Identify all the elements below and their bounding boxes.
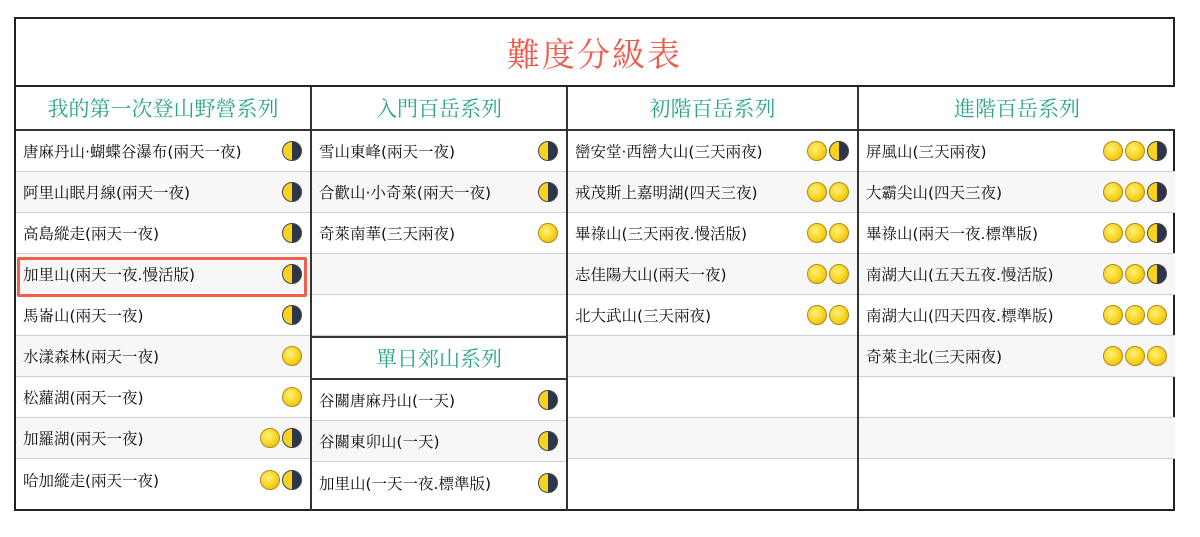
difficulty-icons <box>807 182 849 202</box>
full-moon-icon <box>829 223 849 243</box>
half-moon-icon <box>538 390 558 410</box>
difficulty-icons <box>282 141 302 161</box>
half-moon-icon <box>282 223 302 243</box>
full-moon-icon <box>829 182 849 202</box>
half-moon-icon <box>538 182 558 202</box>
half-moon-icon <box>282 470 302 490</box>
half-moon-icon <box>538 141 558 161</box>
table-row <box>568 131 857 172</box>
row-label: 北大武山(三天兩夜) <box>575 307 712 325</box>
full-moon-icon <box>260 428 280 448</box>
row-label: 加里山(一天一夜.標準版) <box>319 474 492 493</box>
title-row <box>16 19 1173 87</box>
difficulty-icons <box>1103 346 1167 366</box>
row-label: 馬崙山(兩天一夜) <box>23 307 144 325</box>
row-label: 南湖大山(五天五夜.慢活版) <box>866 266 1054 284</box>
column-header: 初階百岳系列 <box>568 87 857 131</box>
difficulty-icons <box>1103 305 1167 325</box>
full-moon-icon <box>1103 223 1123 243</box>
column-beginner-baiyue <box>566 87 857 511</box>
half-moon-icon <box>282 182 302 202</box>
table-row <box>859 418 1175 459</box>
row-label: 戒茂斯上嘉明湖(四天三夜) <box>575 184 758 202</box>
full-moon-icon <box>1125 305 1145 325</box>
full-moon-icon <box>1147 305 1167 325</box>
full-moon-icon <box>1103 264 1123 284</box>
table-row <box>859 377 1175 418</box>
row-label: 唐麻丹山·蝴蝶谷瀑布(兩天一夜) <box>23 143 242 161</box>
full-moon-icon <box>1125 223 1145 243</box>
difficulty-icons <box>807 305 849 325</box>
full-moon-icon <box>1103 141 1123 161</box>
row-label: 谷關唐麻丹山(一天) <box>319 392 456 410</box>
row-label: 阿里山眠月線(兩天一夜) <box>23 184 191 202</box>
table-row <box>568 295 857 336</box>
row-label: 奇萊主北(三天兩夜) <box>866 348 1003 366</box>
difficulty-icons <box>1103 182 1167 202</box>
table-row <box>568 377 857 418</box>
full-moon-icon <box>538 223 558 243</box>
difficulty-icons <box>282 387 302 407</box>
table-row <box>859 254 1175 295</box>
row-label: 高島縱走(兩天一夜) <box>23 225 160 243</box>
column-first-camping <box>16 87 310 511</box>
table-row <box>16 418 310 459</box>
table-row <box>568 336 857 377</box>
difficulty-icons <box>538 182 558 202</box>
table-row <box>568 418 857 459</box>
half-moon-icon <box>538 431 558 451</box>
row-label: 南湖大山(四天四夜.標準版) <box>866 307 1054 325</box>
half-moon-icon <box>829 141 849 161</box>
row-label: 加羅湖(兩天一夜) <box>23 430 144 448</box>
table-row <box>568 172 857 213</box>
full-moon-icon <box>1125 346 1145 366</box>
row-label: 畢祿山(三天兩夜.慢活版) <box>575 225 748 243</box>
difficulty-icons <box>1103 264 1167 284</box>
table-row <box>312 131 566 172</box>
difficulty-icons <box>538 431 558 451</box>
table-row <box>312 254 566 295</box>
full-moon-icon <box>807 141 827 161</box>
column-header: 進階百岳系列 <box>859 87 1175 131</box>
table-row <box>16 377 310 418</box>
row-label: 屏風山(三天兩夜) <box>866 143 987 161</box>
full-moon-icon <box>260 470 280 490</box>
table-row <box>312 172 566 213</box>
table-row <box>859 131 1175 172</box>
row-label: 大霸尖山(四天三夜) <box>866 184 1003 202</box>
difficulty-icons <box>807 223 849 243</box>
column-advanced-baiyue <box>857 87 1175 511</box>
half-moon-icon <box>282 428 302 448</box>
row-label: 水漾森林(兩天一夜) <box>23 348 160 366</box>
table-row <box>859 295 1175 336</box>
row-label: 畢祿山(兩天一夜.標準版) <box>866 225 1039 243</box>
half-moon-icon <box>1147 223 1167 243</box>
row-label: 志佳陽大山(兩天一夜) <box>575 266 727 284</box>
full-moon-icon <box>807 305 827 325</box>
row-label: 合歡山·小奇萊(兩天一夜) <box>319 184 492 202</box>
full-moon-icon <box>807 182 827 202</box>
row-label: 奇萊南華(三天兩夜) <box>319 225 456 243</box>
difficulty-icons <box>538 390 558 410</box>
half-moon-icon <box>1147 141 1167 161</box>
table-row <box>859 336 1175 377</box>
difficulty-icons <box>282 346 302 366</box>
full-moon-icon <box>1125 264 1145 284</box>
half-moon-icon <box>1147 182 1167 202</box>
table-row <box>568 459 857 500</box>
row-label: 加里山(兩天一夜.慢活版) <box>23 266 196 284</box>
full-moon-icon <box>1103 346 1123 366</box>
row-label: 雪山東峰(兩天一夜) <box>319 143 456 161</box>
column-intro-baiyue <box>310 87 566 511</box>
table-row <box>312 295 566 336</box>
table-row <box>859 213 1175 254</box>
difficulty-icons <box>807 264 849 284</box>
row-label: 谷關東卯山(一天) <box>319 433 440 451</box>
full-moon-icon <box>829 264 849 284</box>
column-header: 我的第一次登山野營系列 <box>16 87 310 131</box>
column-header: 入門百岳系列 <box>312 87 566 131</box>
difficulty-icons <box>282 223 302 243</box>
section-header-day-hike: 單日郊山系列 <box>312 336 566 380</box>
difficulty-table <box>14 17 1175 511</box>
half-moon-icon <box>282 264 302 284</box>
table-row <box>16 459 310 500</box>
table-row <box>568 254 857 295</box>
table-row <box>16 295 310 336</box>
table-row <box>16 172 310 213</box>
half-moon-icon <box>538 473 558 493</box>
full-moon-icon <box>1125 182 1145 202</box>
table-row <box>568 213 857 254</box>
table-row <box>312 213 566 254</box>
half-moon-icon <box>282 305 302 325</box>
table-row <box>16 254 310 295</box>
table-title: 難度分級表 <box>507 34 682 74</box>
full-moon-icon <box>1125 141 1145 161</box>
difficulty-icons <box>807 141 849 161</box>
half-moon-icon <box>282 141 302 161</box>
full-moon-icon <box>807 223 827 243</box>
row-label: 巒安堂·西巒大山(三天兩夜) <box>575 143 763 161</box>
difficulty-icons <box>282 305 302 325</box>
table-row <box>859 172 1175 213</box>
difficulty-icons <box>282 182 302 202</box>
table-row <box>312 462 566 503</box>
difficulty-icons <box>282 264 302 284</box>
row-label: 松蘿湖(兩天一夜) <box>23 389 144 407</box>
full-moon-icon <box>282 346 302 366</box>
table-row <box>859 459 1175 500</box>
difficulty-icons <box>1103 223 1167 243</box>
row-label: 哈加縱走(兩天一夜) <box>23 471 160 490</box>
full-moon-icon <box>1103 182 1123 202</box>
difficulty-icons <box>538 473 558 493</box>
difficulty-icons <box>538 223 558 243</box>
full-moon-icon <box>807 264 827 284</box>
table-row <box>16 336 310 377</box>
difficulty-icons <box>260 428 302 448</box>
difficulty-icons <box>260 470 302 490</box>
half-moon-icon <box>1147 264 1167 284</box>
full-moon-icon <box>829 305 849 325</box>
full-moon-icon <box>1147 346 1167 366</box>
table-row <box>312 380 566 421</box>
table-row <box>16 213 310 254</box>
difficulty-icons <box>1103 141 1167 161</box>
table-row <box>312 421 566 462</box>
full-moon-icon <box>282 387 302 407</box>
table-row <box>16 131 310 172</box>
difficulty-icons <box>538 141 558 161</box>
full-moon-icon <box>1103 305 1123 325</box>
